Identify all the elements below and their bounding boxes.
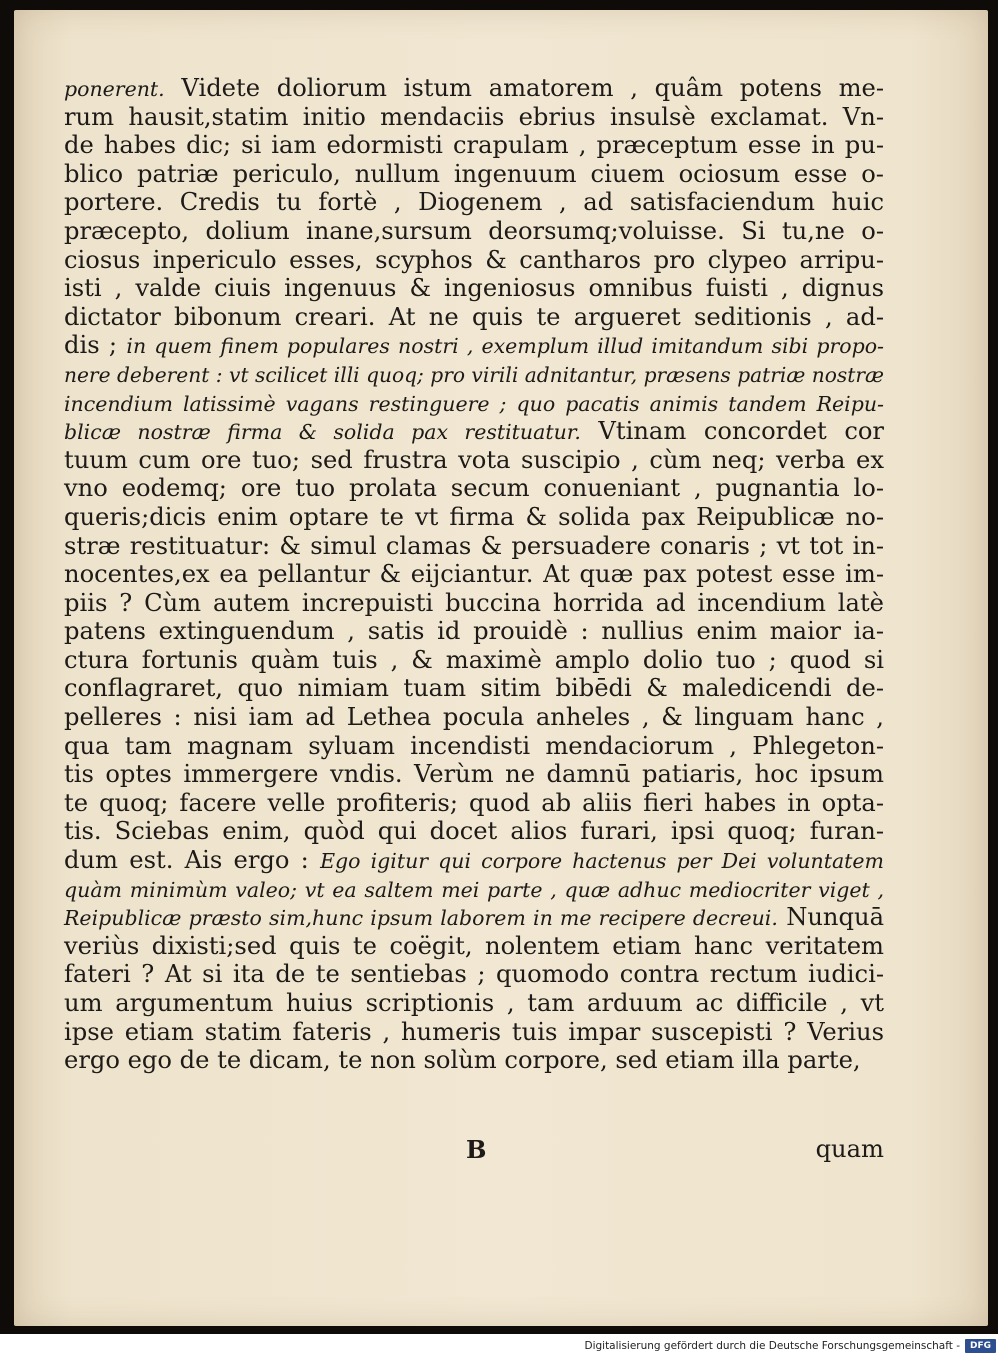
book-page <box>14 10 988 1326</box>
text-segment: stræ restituatur: & simul clamas & persuadere conaris ; vt tot in- <box>64 531 884 560</box>
text-line <box>64 1046 884 1075</box>
text-line <box>64 246 884 275</box>
text-line <box>64 846 884 875</box>
page-body-text <box>64 74 884 1075</box>
text-line <box>64 589 884 618</box>
text-line <box>64 360 884 389</box>
text-line <box>64 903 884 932</box>
text-line <box>64 74 884 103</box>
text-segment: de habes dic; si iam edormisti crapulam , præceptum esse in pu- <box>64 131 884 160</box>
text-line <box>64 989 884 1018</box>
text-segment: dis ; <box>64 331 127 360</box>
text-segment: fateri ? At si ita de te sentiebas ; quomodo contra rectum iudici- <box>64 960 884 989</box>
text-segment: blico patriæ periculo, nullum ingenuum ciuem ociosum esse o- <box>64 159 884 188</box>
text-line <box>64 274 884 303</box>
italic-text-segment: Ego igitur qui corpore hactenus per Dei voluntatem <box>320 849 884 874</box>
text-segment: Nunquā <box>777 903 884 932</box>
italic-text-segment: Reipublicæ præsto sim,hunc ipsum laborem in me recipere decreui. <box>64 906 778 931</box>
text-line <box>64 417 884 446</box>
text-segment: te quoq; facere velle profiteris; quod ab aliis fieri habes in opta- <box>64 788 884 817</box>
text-segment: ciosus inpericulo esses, scyphos & cantharos pro clypeo arripu- <box>64 245 884 274</box>
text-segment: pelleres : nisi iam ad Lethea pocula anheles , & linguam hanc , <box>64 703 884 732</box>
italic-text-segment: incendium latissimè vagans restinguere ; quo pacatis animis tandem Reipu- <box>64 391 884 416</box>
catchword: quam <box>815 1135 884 1163</box>
text-segment: tis optes immergere vndis. Verùm ne damnū patiaris, hoc ipsum <box>64 760 884 789</box>
text-line <box>64 932 884 961</box>
text-line <box>64 674 884 703</box>
text-line <box>64 760 884 789</box>
text-line <box>64 703 884 732</box>
page-footer <box>64 1135 884 1167</box>
text-line <box>64 1018 884 1047</box>
text-segment: piis ? Cùm autem increpuisti buccina horrida ad incendium latè <box>64 588 884 617</box>
italic-text-segment: blicæ nostræ firma & solida pax restituatur. <box>64 420 581 445</box>
text-line <box>64 503 884 532</box>
text-segment: queris;dicis enim optare te vt firma & solida pax Reipublicæ no- <box>64 502 884 531</box>
text-line <box>64 532 884 561</box>
text-segment: isti , valde ciuis ingenuus & ingeniosus omnibus fuisti , dignus <box>64 274 884 303</box>
text-segment: dum est. Ais ergo : <box>64 846 321 875</box>
text-segment: vno eodemq; ore tuo prolata secum conueniant , pugnantia lo- <box>64 474 884 503</box>
text-line <box>64 103 884 132</box>
text-line <box>64 617 884 646</box>
text-line <box>64 389 884 418</box>
text-segment: um argumentum huius scriptionis , tam arduum ac difficile , vt <box>64 989 884 1017</box>
text-segment: veriùs dixisti;sed quis te coëgit, nolentem etiam hanc veritatem <box>64 931 884 960</box>
text-line <box>64 131 884 160</box>
credit-bar <box>0 1334 1000 1359</box>
signature-mark: B <box>466 1135 487 1164</box>
text-segment: nocentes,ex ea pellantur & eijciantur. At quæ pax potest esse im- <box>64 560 884 589</box>
text-line <box>64 646 884 675</box>
text-segment: dictator bibonum creari. At ne quis te argueret seditionis , ad- <box>64 302 884 331</box>
text-segment: ctura fortunis quàm tuis , & maximè amplo dolio tuo ; quod si <box>64 645 884 674</box>
text-line <box>64 217 884 246</box>
text-segment: patens extinguendum , satis id prouidè : nullius enim maior ia- <box>64 617 884 646</box>
text-segment: præcepto, dolium inane,sursum deorsumq;voluisse. Si tu,ne o- <box>64 216 884 245</box>
text-segment: rum hausit,statim initio mendaciis ebrius insulsè exclamat. Vn- <box>64 102 884 131</box>
italic-text-segment: ponerent. <box>64 77 165 101</box>
italic-text-segment: quàm minimùm valeo; vt ea saltem mei parte , quæ adhuc mediocriter viget , <box>64 877 884 902</box>
text-line <box>64 446 884 475</box>
text-line <box>64 331 884 360</box>
text-line <box>64 789 884 818</box>
text-line <box>64 160 884 189</box>
text-segment: portere. Credis tu fortè , Diogenem , ad satisfaciendum huic <box>64 188 884 217</box>
text-segment: conflagraret, quo nimiam tuam sitim bibēdi & maledicendi de- <box>64 674 884 703</box>
dfg-logo-icon: DFG <box>965 1339 996 1353</box>
text-segment: qua tam magnam syluam incendisti mendaciorum , Phlegeton- <box>64 731 884 760</box>
text-line <box>64 732 884 761</box>
text-line <box>64 817 884 846</box>
text-segment: Vtinam concordet cor <box>580 417 884 446</box>
italic-text-segment: nere deberent : vt scilicet illi quoq; pro virili adnitantur, præsens patriæ nostræ <box>64 362 884 387</box>
text-segment: Videte doliorum istum amatorem , quâm potens me- <box>164 74 884 102</box>
italic-text-segment: in quem finem populares nostri , exemplum illud imitandum sibi propo- <box>126 334 884 359</box>
text-line <box>64 960 884 989</box>
text-segment: ergo ego de te dicam, te non solùm corpore, sed etiam illa parte, <box>64 1046 861 1075</box>
text-segment: tuum cum ore tuo; sed frustra vota suscipio , cùm neq; verba ex <box>64 445 884 474</box>
text-line <box>64 875 884 904</box>
text-line <box>64 303 884 332</box>
text-line <box>64 474 884 503</box>
funding-credit: Digitalisierung gefördert durch die Deutsche Forschungsgemeinschaft - <box>584 1340 960 1352</box>
text-segment: tis. Sciebas enim, quòd qui docet alios furari, ipsi quoq; furan- <box>64 817 884 846</box>
text-line <box>64 188 884 217</box>
text-segment: ipse etiam statim fateris , humeris tuis impar suscepisti ? Verius <box>64 1017 884 1046</box>
text-line <box>64 560 884 589</box>
